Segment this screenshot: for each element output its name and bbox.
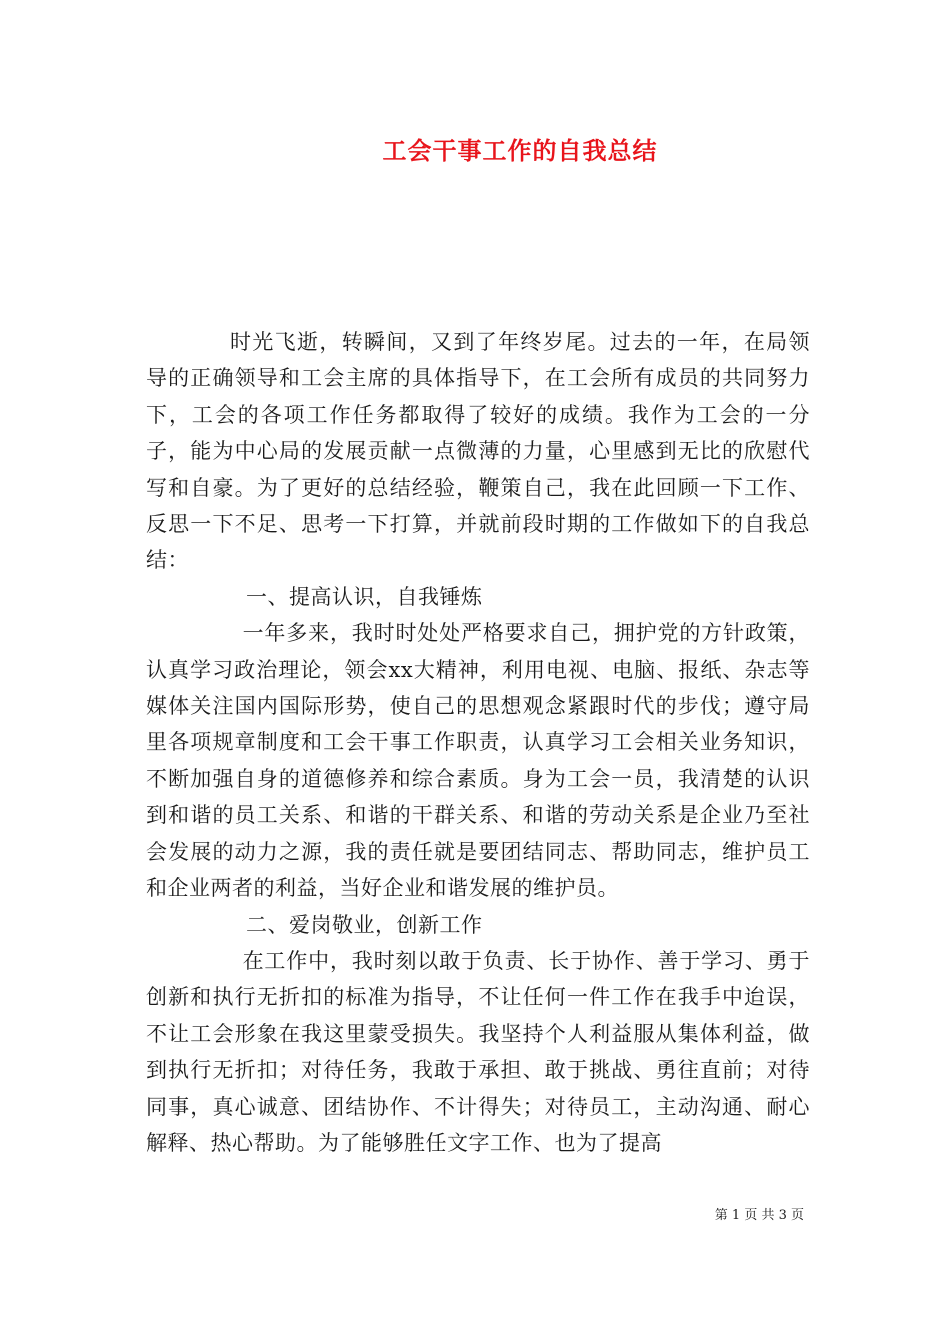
document-title: 工会干事工作的自我总结 — [382, 136, 658, 165]
section-heading-1: 一、提高认识，自我锤炼 — [246, 584, 483, 609]
page-number-footer: 第 1 页 共 3 页 — [714, 1208, 804, 1223]
section-heading-2: 二、爱岗敬业，创新工作 — [246, 912, 483, 937]
section-1-paragraph: 一年多来，我时时处处严格要求自己，拥护党的方针政策，认真学习政治理论，领会xx大精神，利用电视、电脑、报纸、杂志等媒体关注国内国际形势，使自己的思想观念紧跟时代的步伐；遵守局里各项规章制度和工会干事工作职责，认真学习工会相关业务知识，不断加强自身的道德修养和综合素质。身为工会一员，我清楚的认识到和谐的员工关系、和谐的干群关系、和谐的劳动关系是企业乃至社会发展的动力之源，我的责任就是要团结同志、帮助同志，维护员工和企业两者的利益，当好企业和谐发展的维护员。 — [146, 621, 810, 901]
intro-paragraph: 时光飞逝，转瞬间，又到了年终岁尾。过去的一年，在局领导的正确领导和工会主席的具体指导下，在工会所有成员的共同努力下，工会的各项工作任务都取得了较好的成绩。我作为工会的一分子，能为中心局的发展贡献一点微薄的力量，心里感到无比的欣慰代写和自豪。为了更好的总结经验，鞭策自己，我在此回顾一下工作、反思一下不足、思考一下打算，并就前段时期的工作做如下的自我总结： — [146, 330, 810, 573]
section-2-paragraph: 在工作中，我时刻以敢于负责、长于协作、善于学习、勇于创新和执行无折扣的标准为指导，不让任何一件工作在我手中迨误，不让工会形象在我这里蒙受损失。我坚持个人利益服从集体利益，做到执行无折扣；对待任务，我敢于承担、敢于挑战、勇往直前；对待同事，真心诚意、团结协作、不计得失；对待员工，主动沟通、耐心解释、热心帮助。为了能够胜任文字工作、也为了提高 — [146, 948, 810, 1155]
document-body — [146, 324, 810, 1161]
